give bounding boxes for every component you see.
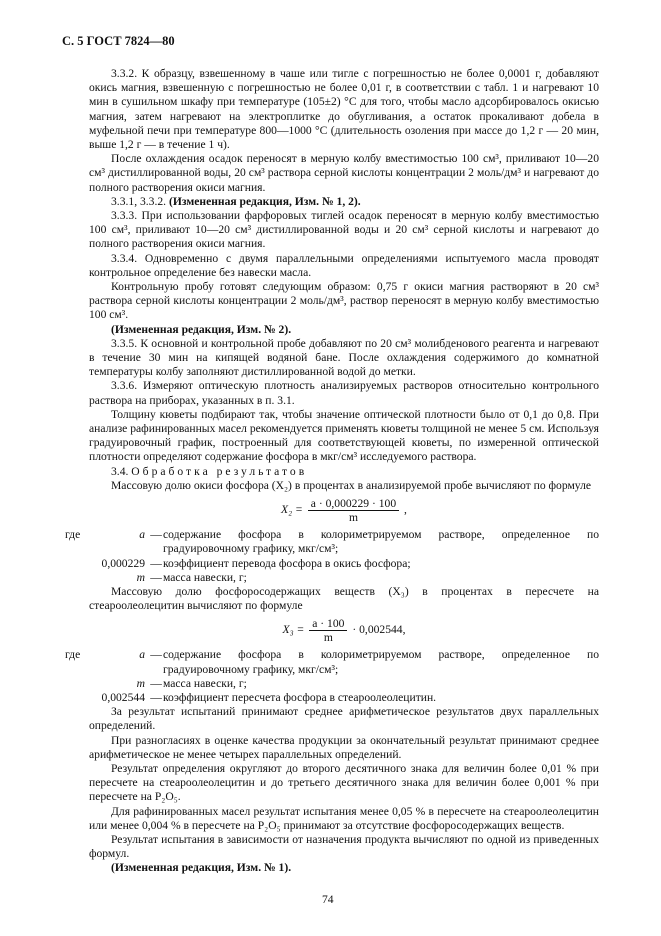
definition-text: коэффициент пересчета фосфора в стеароолеолецитин. [163, 690, 437, 704]
definition-term: a [139, 528, 145, 542]
definition-row: где a — содержание фосфора в колориметрируемом растворе, определенное по градуировочному графику, мкг/см³; [65, 528, 599, 556]
definition-term: 0,002544 [101, 690, 145, 704]
paragraph-cooling: После охлаждения осадок переносят в мерную колбу вместимостью 100 см³, приливают 10—20 см³ дистиллированной воды, 20 см³ раствора серной кислоты концентрации 2 моль/дм³ и нагревают до полного растворения окиси магния. [89, 152, 599, 194]
definition-row: 0,000229 — коэффициент перевода фосфора в окись фосфора; [65, 557, 599, 571]
paragraph-result-average: За результат испытаний принимают среднее арифметическое результатов двух параллельных определений. [89, 705, 599, 733]
formula-x3-lhs: X₃ = [282, 623, 305, 637]
formula-x3-fraction [309, 617, 347, 644]
amendment-note-2: (Измененная редакция, Изм. № 2). [111, 322, 292, 336]
formula-x2-denominator: m [348, 511, 358, 525]
paragraph-disagreements: При разногласиях в оценке качества продукции за окончательный результат принимают среднее арифметическое не менее четырех параллельных определений. [89, 733, 599, 761]
document-body [65, 67, 599, 876]
formula-x2 [89, 497, 599, 524]
paragraph-formula-x2-intro: Массовую долю окиси фосфора (X₂) в процентах в анализируемой пробе вычисляют по формуле [111, 478, 592, 492]
definition-row: m — масса навески, г; [65, 677, 599, 691]
definition-row: m — масса навески, г; [65, 571, 599, 585]
paragraph-rounding: Результат определения округляют до второго десятичного знака для величин более 0,01 % при пересчете на стеароолеолецитин и до третьего десятичного знака для величин более 0,001 % при пересчете на P₂O₅. [89, 761, 599, 804]
formula-x2-lhs: X₂ = [281, 503, 303, 517]
paragraph-amendment-1 [89, 195, 599, 209]
paragraph-3-3-5: 3.3.5. К основной и контрольной пробе добавляют по 20 см³ молибденового реагента и нагревают в течение 30 мин на кипящей водяной бане. После охлаждения содержимого до комнатной температуры колбу заполняют дистиллированной водой до метки. [89, 336, 599, 379]
section-heading-3-4 [89, 465, 599, 479]
definition-term: 0,000229 [101, 556, 145, 570]
amendment-note: (Измененная редакция, Изм. № 1, 2). [168, 194, 361, 208]
section-number: 3.4. [111, 464, 129, 478]
definition-term: a [139, 648, 145, 662]
paragraph-3-3-6: 3.3.6. Измеряют оптическую плотность анализируемых растворов относительно контрольного раствора на приборах, указанных в п. 3.1. [89, 379, 599, 407]
definition-where: где [65, 528, 81, 542]
definition-row: где a — содержание фосфора в колориметрируемом растворе, определенное по градуировочному графику, мкг/см³; [65, 648, 599, 676]
paragraph-refined-oils: Для рафинированных масел результат испытания менее 0,05 % в пересчете на стеароолеолецитин или менее 0,004 % в пересчете на P₂O₅ принимают за отсутствие фосфоросодержащих веществ. [89, 804, 599, 832]
amendment-note-3: (Измененная редакция, Изм. № 1). [111, 861, 292, 875]
definitions-x3 [65, 648, 599, 705]
paragraph-3-3-2: 3.3.2. К образцу, взвешенному в чаше или тигле с погрешностью не более 0,0001 г, добавляют окись магния, взвешенную с погрешностью не более 0,01 г, в соответствии с табл. 1 и нагревают 10 мин в сушильном шкафу при температуре (105±2) °С для того, чтобы масло адсорбировалось окисью магния, затем нагревают на электроплитке до обугливания, а остаток прокаливают добела в муфельной печи при температуре 800—1000 °С (длительность озоления при массе до 1,2 г — 20 мин, выше 1,2 г — в течение 1 ч). [89, 67, 599, 152]
definition-row: 0,002544 — коэффициент пересчета фосфора в стеароолеолецитин. [65, 691, 599, 705]
formula-x2-fraction [308, 497, 399, 524]
definition-text: коэффициент перевода фосфора в окись фосфора; [163, 556, 411, 570]
paragraph-3-3-4: 3.3.4. Одновременно с двумя параллельными определениями испытуемого масла проводят контрольное определение без навески масла. [89, 251, 599, 279]
paragraph-formula-x3-intro: Массовую долю фосфоросодержащих веществ (X₃) в процентах в пересчете на стеароолеолецитин вычисляют по формуле [89, 584, 599, 613]
definition-text: масса навески, г; [163, 676, 247, 690]
formula-x3-tail: · 0,002544, [352, 623, 406, 637]
formula-x2-tail: , [404, 503, 407, 517]
definition-term: m [136, 570, 145, 584]
definition-text: содержание фосфора в колориметрируемом растворе, определенное по градуировочному графику, мкг/см³; [163, 648, 599, 676]
amendment-clause-numbers: 3.3.1, 3.3.2. [111, 194, 167, 208]
page-header: С. 5 ГОСТ 7824—80 [62, 34, 175, 48]
definition-text: масса навески, г; [163, 570, 247, 584]
page-number: 74 [322, 893, 334, 906]
section-title: Обработка результатов [131, 464, 308, 478]
paragraph-formula-choice: Результат испытания в зависимости от назначения продукта вычисляют по одной из приведенных формул. [89, 832, 599, 861]
formula-x3-numerator: a · 100 [309, 617, 347, 631]
definition-where: где [65, 648, 81, 662]
definition-text: содержание фосфора в колориметрируемом растворе, определенное по градуировочному графику, мкг/см³; [163, 528, 599, 556]
definition-term: m [136, 676, 145, 690]
paragraph-control-sample: Контрольную пробу готовят следующим образом: 0,75 г окиси магния растворяют в 20 см³ раствора серной кислоты концентрации 2 моль/дм³, раствор переносят в мерную колбу вместимостью 100 см³. [89, 280, 599, 322]
formula-x3 [89, 617, 599, 644]
paragraph-cuvette: Толщину кюветы подбирают так, чтобы значение оптической плотности было от 0,1 до 0,8. При анализе рафинированных масел рекомендуется применять кюветы толщиной не менее 5 см. Используя градуировочный график, построенный для соответствующей кюветы, по измеренной оптической плотности определяют содержание фосфора в мкг/см³ исследуемого раствора. [89, 407, 599, 464]
formula-x2-numerator: a · 0,000229 · 100 [308, 497, 399, 511]
definitions-x2 [65, 528, 599, 585]
paragraph-3-3-3: 3.3.3. При использовании фарфоровых тиглей осадок переносят в мерную колбу вместимостью 100 см³, приливают 10—20 см³ дистиллированной воды и 20 см³ серной кислоты и нагревают до полного растворения окиси магния. [89, 209, 599, 251]
formula-x3-denominator: m [323, 631, 333, 645]
